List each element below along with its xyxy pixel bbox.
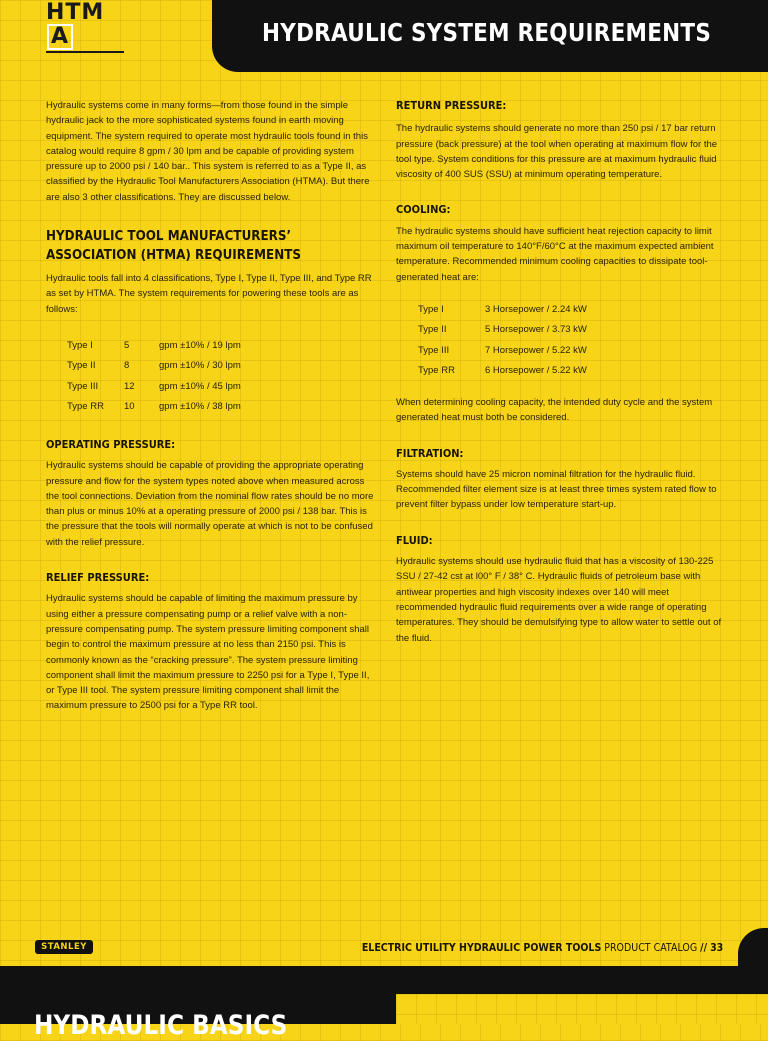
return-pressure-heading: RETURN PRESSURE:	[396, 99, 507, 112]
page-number: 33	[709, 941, 723, 954]
next-page-yellow	[396, 994, 768, 1024]
catalog-title: ELECTRIC UTILITY HYDRAULIC POWER TOOLS	[361, 941, 601, 954]
table-row: Type I 5 gpm ±10% / 19 lpm	[67, 339, 241, 351]
operating-pressure-paragraph: Hydraulic systems should be capable of providing the appropriate operating pressure and flow for the system types noted above when measured across the tool connections. Deviation from the nominal flow rates should be no more than plus or minus 10% at a operating pressure of 2000 psi / 138 bar. This is the pressure that the tools will normally operate at which is not to be confused with the relief pressure.	[46, 460, 374, 548]
table-row: Type II 5 Horsepower / 3.73 kW	[418, 324, 587, 336]
left-column	[46, 98, 376, 714]
stanley-logo: STANLEY	[35, 940, 93, 954]
catalog-subtitle: PRODUCT CATALOG	[603, 941, 697, 954]
right-column	[396, 98, 726, 646]
cooling-table	[418, 299, 587, 381]
next-page-title: HYDRAULIC BASICS	[34, 1010, 288, 1041]
filtration-paragraph: Systems should have 25 micron nominal filtration for the hydraulic fluid. Recommended filter element size is at least three times system rated flow to prevent filter bypass under low temperature start-up.	[396, 468, 717, 511]
flow-table	[67, 335, 241, 417]
cooling-paragraph: The hydraulic systems should have sufficient heat rejection capacity to limit maximum oil temperature to 140°F/60°C at the maximum expected ambient temperature. Recommended minimum cooling capacities to dissipate tool-generated heat are:	[396, 225, 714, 283]
return-pressure-paragraph: The hydraulic systems should generate no more than 250 psi / 17 bar return pressure (back pressure) at the tool when operating at maximum flow for the tool type. System conditions for this pressure are at maximum hydraulic fluid viscosity of 400 SUS (SSU) at minimum operating temperature.	[396, 123, 718, 181]
table-row: Type I 3 Horsepower / 2.24 kW	[418, 303, 587, 315]
operating-pressure-heading: OPERATING PRESSURE:	[46, 437, 176, 451]
table-row: Type III 7 Horsepower / 5.22 kW	[418, 344, 587, 356]
relief-pressure-paragraph: Hydraulic systems should be capable of limiting the maximum pressure by using either a pressure compensating pump or a relief valve with a non-pressure compensating pump. The system pressure limiting component shall begin to control the maximum pressure at no less than 2150 psi. This is commonly known as the “cracking pressure”. The system pressure limiting component shall limit the maximum pressure to 2250 psi for a Type I, Type II, or Type III tool. The system pressure limiting component shall limit the maximum pressure to 2500 psi for a Type RR tool.	[46, 593, 370, 712]
fluid-paragraph: Hydraulic systems should use hydraulic fluid that has a viscosity of 130-225 SSU / 27-42 cst at l00° F / 38° C. Hydraulic fluids of petroleum base with antiwear properties and high viscosity indexes over 140 will meet recommended hydraulic fluid requirements over a wide range of operating temperatures. They should be demulsifying type to allow water to settle out of the fluid.	[396, 556, 722, 644]
table-row: Type RR 10 gpm ±10% / 38 lpm	[67, 401, 241, 413]
htma-paragraph: Hydraulic tools fall into 4 classifications, Type I, Type II, Type III, and Type RR as set by HTMA. The system requirements for powering these tools are as follows:	[46, 273, 372, 315]
htma-logo: HTMA	[46, 26, 126, 50]
cooling-note: When determining cooling capacity, the intended duty cycle and the system generated heat must both be considered.	[396, 396, 713, 424]
relief-pressure-heading: RELIEF PRESSURE:	[46, 571, 150, 585]
htma-heading-line-2: ASSOCIATION (HTMA) REQUIREMENTS	[46, 248, 301, 264]
intro-paragraph: Hydraulic systems come in many forms—from those found in the simple hydraulic jack to the more sophisticated systems found in earth moving equipment. The system required to operate most hydraulic tools found in this catalog would require 8 gpm / 30 lpm and be capable of providing system pressure up to 2000 psi / 140 bar.. This system is referred to as a Type II, as classified by the Hydraulic Tool Manufacturers Association (HTMA). But there are also 3 other classifications. They are discussed below.	[46, 100, 370, 203]
footer-corner	[738, 928, 768, 966]
catalog-footer	[362, 941, 723, 954]
table-row: Type III 12 gpm ±10% / 45 lpm	[67, 380, 241, 392]
htma-heading-line-1: HYDRAULIC TOOL MANUFACTURERS’	[46, 229, 292, 245]
table-row: Type RR 6 Horsepower / 5.22 kW	[418, 365, 587, 377]
footer-separator: //	[699, 941, 707, 954]
fluid-heading: FLUID:	[396, 533, 433, 547]
filtration-heading: FILTRATION:	[396, 446, 464, 460]
page-title: HYDRAULIC SYSTEM REQUIREMENTS	[262, 18, 712, 47]
table-row: Type II 8 gpm ±10% / 30 lpm	[67, 360, 241, 372]
cooling-heading: COOLING:	[396, 203, 451, 217]
